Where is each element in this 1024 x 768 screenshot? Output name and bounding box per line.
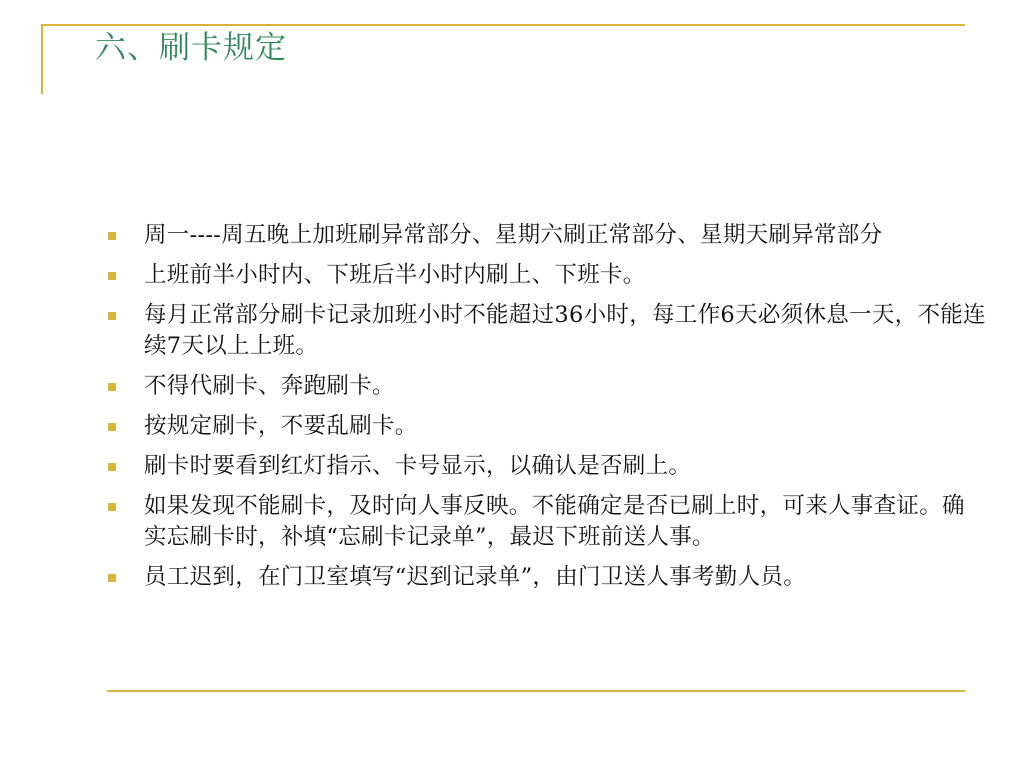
list-item [107,451,987,482]
list-item [107,260,987,291]
left-rule [41,24,43,94]
square-bullet-icon [108,272,116,280]
list-item [107,491,987,553]
list-item-text: 周一----周五晚上加班刷异常部分、星期六刷正常部分、星期天刷异常部分 [144,222,883,248]
list-item [107,220,987,251]
list-item [107,411,987,442]
square-bullet-icon [108,312,116,320]
list-item-text: 不得代刷卡、奔跑刷卡。 [144,373,395,399]
list-item-text: 按规定刷卡，不要乱刷卡。 [144,413,418,439]
list-item-text: 如果发现不能刷卡，及时向人事反映。不能确定是否已刷上时，可来人事查证。确实忘刷卡时，补填“忘刷卡记录单”，最迟下班前送人事。 [144,493,965,550]
list-item-text: 上班前半小时内、下班后半小时内刷上、下班卡。 [144,262,646,288]
square-bullet-icon [108,503,116,511]
list-item-text: 员工迟到，在门卫室填写“迟到记录单”，由门卫送人事考勤人员。 [144,564,807,590]
square-bullet-icon [108,463,116,471]
square-bullet-icon [108,423,116,431]
square-bullet-icon [108,232,116,240]
list-item [107,300,987,362]
list-item [107,371,987,402]
bottom-rule [107,690,965,692]
list-item-text: 刷卡时要看到红灯指示、卡号显示，以确认是否刷上。 [144,453,692,479]
square-bullet-icon [108,574,116,582]
slide-title: 六、刷卡规定 [95,30,287,66]
square-bullet-icon [108,383,116,391]
list-item [107,562,987,593]
list-item-text: 每月正常部分刷卡记录加班小时不能超过36小时，每工作6天必须休息一天，不能连续7天以上上班。 [144,302,986,359]
rules-list [107,220,987,602]
